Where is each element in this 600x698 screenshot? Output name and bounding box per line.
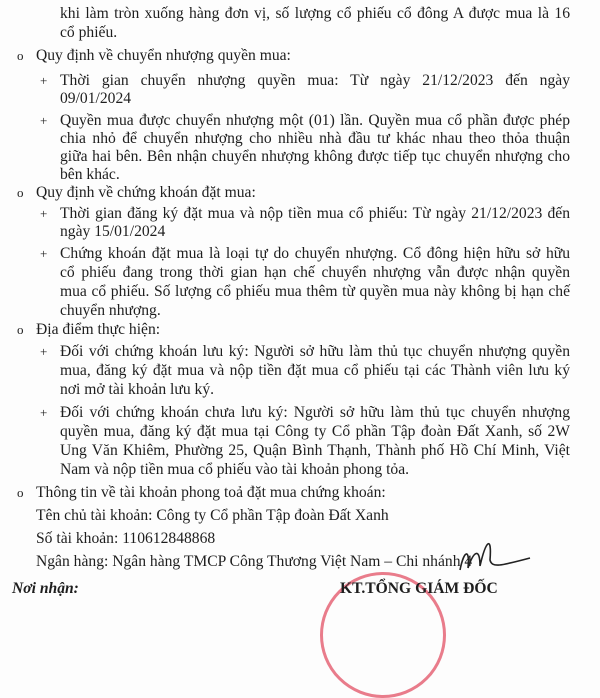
signature-icon — [400, 530, 540, 580]
circle-bullet-icon: o — [17, 485, 24, 500]
plus-bullet-icon: + — [40, 206, 48, 221]
plus-bullet-icon: + — [40, 246, 48, 261]
circle-bullet-icon: o — [17, 185, 24, 200]
item-line: nơi mở tài khoản lưu ký. — [60, 381, 215, 398]
item-line: chuyển nhượng. — [60, 302, 161, 319]
bank-name: Ngân hàng: Ngân hàng TMCP Công Thương Việt Nam – Chi nhánh 4 — [36, 553, 473, 570]
item-line: Đối với chứng khoán lưu ký: Người sở hữu làm thủ tục chuyển nhượng quyền — [60, 343, 570, 360]
item-line: Ung Văn Khiêm, Phường 25, Quận Bình Thạnh, Thành phố Hồ Chí Minh, Việt — [60, 442, 570, 459]
recipients-label: Nơi nhận: — [12, 580, 79, 597]
plus-bullet-icon: + — [40, 405, 48, 420]
item-line: quyền mua, đăng ký đặt mua tại Công ty Cổ phần Tập đoàn Đất Xanh, số 2W — [60, 423, 570, 440]
item-line: giữa hai bên. Bên nhận chuyển nhượng không được tiếp tục chuyển nhượng cho — [60, 148, 570, 165]
intro-line: khi làm tròn xuống hàng đơn vị, số lượng cổ phiếu cổ đông A được mua là 16 — [60, 5, 570, 22]
item-line: bên khác. — [60, 166, 120, 183]
section-heading: Địa điểm thực hiện: — [36, 321, 161, 338]
item-line: 09/01/2024 — [60, 90, 132, 107]
plus-bullet-icon: + — [40, 73, 48, 88]
plus-bullet-icon: + — [40, 344, 48, 359]
item-line: Thời gian đăng ký đặt mua và nộp tiền mua cổ phiếu: Từ ngày 21/12/2023 đến — [60, 205, 570, 222]
account-holder: Tên chủ tài khoản: Công ty Cổ phần Tập đoàn Đất Xanh — [36, 507, 389, 524]
item-line: Quyền mua được chuyển nhượng một (01) lần. Quyền mua cổ phần được phép — [60, 112, 570, 129]
item-line: cổ phiếu đang trong thời gian hạn chế chuyển nhượng vẫn được nhận quyền — [60, 264, 570, 281]
intro-line: cổ phiếu. — [60, 24, 118, 41]
item-line: ngày 15/01/2024 — [60, 223, 166, 240]
section-heading: Quy định về chứng khoán đặt mua: — [36, 184, 256, 201]
section-heading: Quy định về chuyển nhượng quyền mua: — [36, 47, 291, 64]
item-line: mua cổ phiếu. Số lượng cổ phiếu mua thêm từ quyền mua này không bị hạn chế — [60, 283, 570, 300]
account-number: Số tài khoản: 110612848868 — [36, 530, 216, 547]
item-line: mua, đăng ký đặt mua và nộp tiền đặt mua cổ phiếu tại các Thành viên lưu ký — [60, 362, 570, 379]
item-line: chia nhỏ để chuyển nhượng cho nhiều nhà đầu tư khác nhau theo thỏa thuận — [60, 130, 570, 147]
item-line: Nam và nộp tiền mua cổ phiếu vào tài khoản phong tỏa. — [60, 461, 410, 478]
item-line: Thời gian chuyển nhượng quyền mua: Từ ngày 21/12/2023 đến ngày — [60, 72, 570, 89]
section-heading: Thông tin về tài khoản phong toả đặt mua chứng khoán: — [36, 484, 386, 501]
plus-bullet-icon: + — [40, 113, 48, 128]
item-line: Đối với chứng khoán chưa lưu ký: Người sở hữu làm thủ tục chuyển nhượng — [60, 404, 570, 421]
signer-title: KT.TỔNG GIÁM ĐỐC — [340, 580, 498, 597]
circle-bullet-icon: o — [17, 322, 24, 337]
circle-bullet-icon: o — [17, 48, 24, 63]
item-line: Chứng khoán đặt mua là loại tự do chuyển nhượng. Cổ đông hiện hữu sở hữu — [60, 245, 570, 262]
